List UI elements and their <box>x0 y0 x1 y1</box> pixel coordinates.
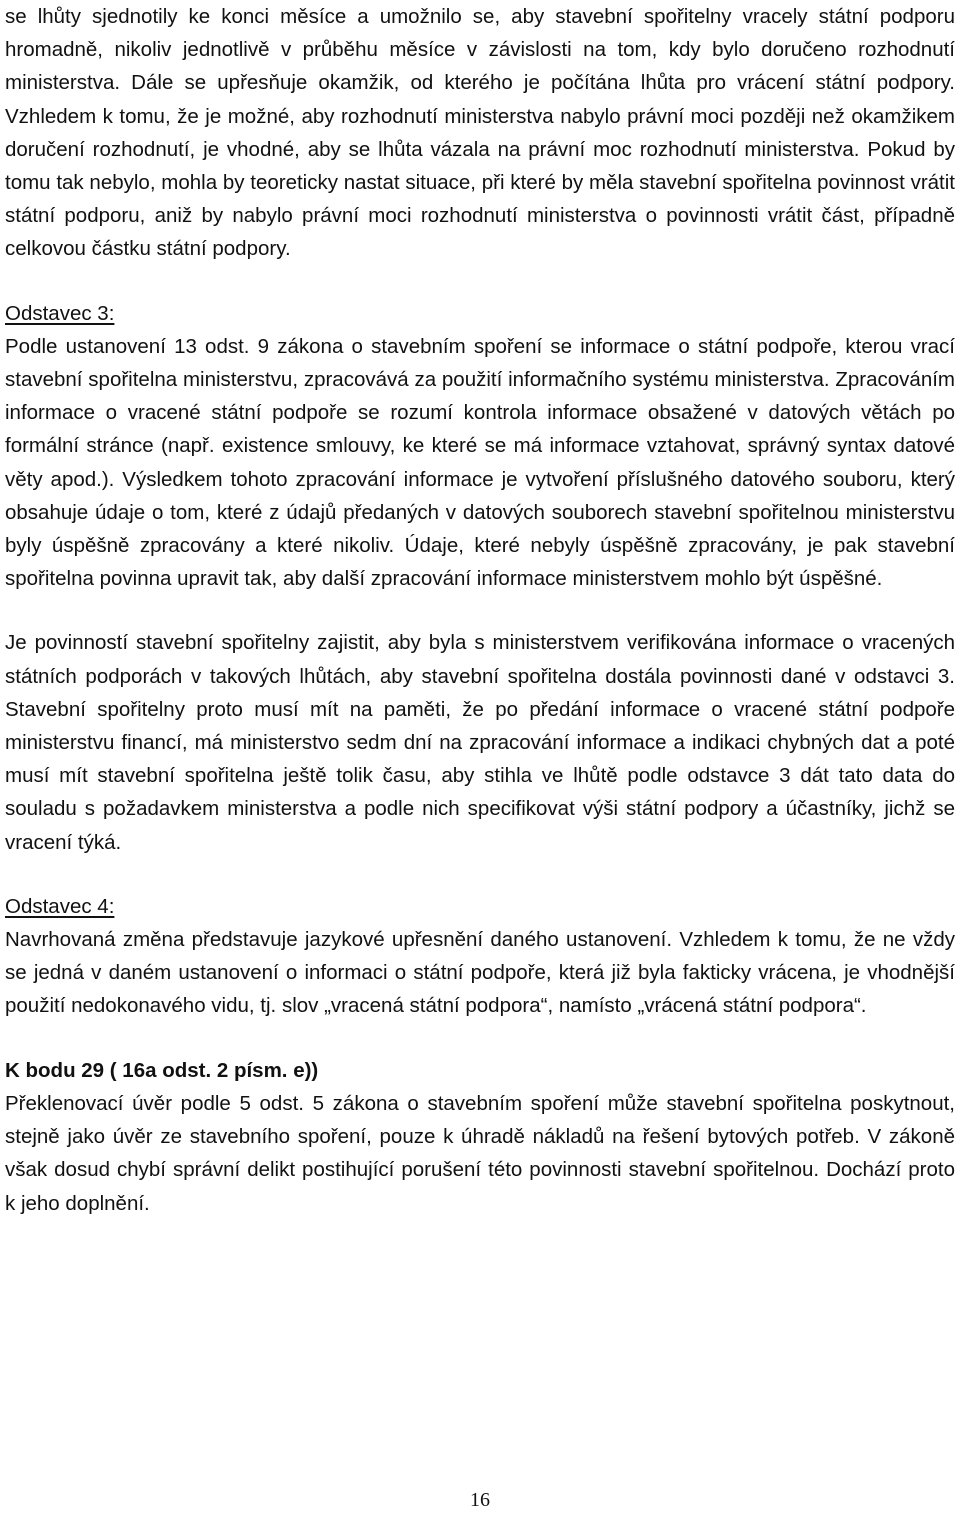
paragraph-information-processing: Podle ustanovení 13 odst. 9 zákona o stavebním spoření se informace o státní podpoře, kterou vrací stavební spořitelna ministerstvu, zpracovává za použití informačního systému ministerstva. Zpracováním informace o vracené státní podpoře se rozumí kontrola informace obsažené v datových větách po formální stránce (např. existence smlouvy, ke které se má informace vztahovat, správný syntax datové věty apod.). Výsledkem tohoto zpracování informace je vytvoření příslušného datového souboru, který obsahuje údaje o tom, které z údajů předaných v datových souborech stavební spořitelnou ministerstvu byly úspěšně zpracovány a které nikoliv. Údaje, které nebyly úspěšně zpracovány, je pak stavební spořitelna povinna upravit tak, aby další zpracování informace ministerstvem mohlo být úspěšné. <box>5 334 955 591</box>
heading-paragraph-3: Odstavec 3: <box>5 301 115 325</box>
heading-point-29: K bodu 29 ( 16a odst. 2 písm. e)) <box>5 1058 319 1082</box>
spacer <box>5 859 955 890</box>
spacer <box>5 595 955 626</box>
spacer <box>5 266 955 297</box>
spacer <box>5 1023 955 1054</box>
paragraph-bridging-loan: Překlenovací úvěr podle 5 odst. 5 zákona o stavebním spoření může stavební spořitelna poskytnout, stejně jako úvěr ze stavebního spoření, pouze k úhradě nákladů na řešení bytových potřeb. V zákoně však dosud chybí správní delikt postihující porušení této povinnosti stavební spořitelnou. Dochází proto k jeho doplnění. <box>5 1091 955 1215</box>
paragraph-language-clarification: Navrhovaná změna představuje jazykové upřesnění daného ustanovení. Vzhledem k tomu, že ne vždy se jedná v daném ustanovení o informaci o státní podpoře, která již byla fakticky vrácena, je vhodnější použití nedokonavého vidu, tj. slov „vracená státní podpora“, namísto „vrácená státní podpora“. <box>5 928 955 1018</box>
page-number: 16 <box>470 1489 490 1511</box>
document-page <box>5 0 955 1220</box>
paragraph-return-of-state-support: se lhůty sjednotily ke konci měsíce a umožnilo se, aby stavební spořitelny vracely státní podporu hromadně, nikoliv jednotlivě v průběhu měsíce v závislosti na tom, kdy bylo doručeno rozhodnutí ministerstva. Dále se upřesňuje okamžik, od kterého je počítána lhůta pro vrácení státní podpory. Vzhledem k tomu, že je možné, aby rozhodnutí ministerstva nabylo právní moci později než okamžikem doručení rozhodnutí, je vhodné, aby se lhůta vázala na právní moc rozhodnutí ministerstva. Pokud by tomu tak nebylo, mohla by teoreticky nastat situace, při které by měla stavební spořitelna povinnost vrátit státní podporu, aniž by nabylo právní moci rozhodnutí ministerstva o povinnosti vrátit část, případně celkovou částku státní podpory. <box>5 5 955 261</box>
heading-paragraph-4: Odstavec 4: <box>5 894 115 918</box>
paragraph-verification-duty: Je povinností stavební spořitelny zajistit, aby byla s ministerstvem verifikována informace o vracených státních podporách v takových lhůtách, aby stavební spořitelna dostála povinnosti dané v odstavci 3. Stavební spořitelny proto musí mít na paměti, že po předání informace o vracené státní podpoře ministerstvu financí, má ministerstvo sedm dní na zpracování informace a indikaci chybných dat a poté musí mít stavební spořitelna ještě tolik času, aby stihla ve lhůtě podle odstavce 3 dát tato data do souladu s požadavkem ministerstva a podle nich specifikovat výši státní podpory a účastníky, jichž se vracení týká. <box>5 631 955 854</box>
